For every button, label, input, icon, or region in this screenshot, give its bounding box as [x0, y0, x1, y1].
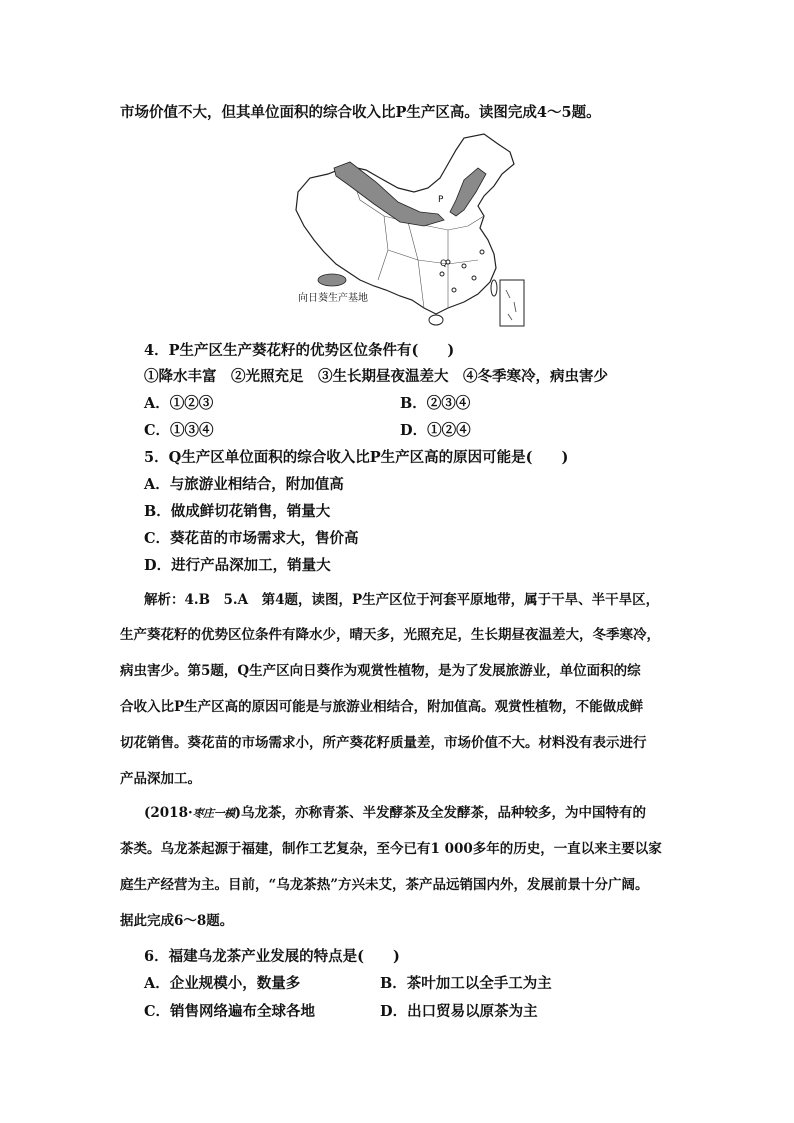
map-label-p: P — [438, 195, 444, 205]
q6-option-d[interactable]: D．出口贸易以原茶为主 — [380, 1003, 538, 1020]
china-outline — [296, 134, 514, 314]
south-sea-inset — [500, 280, 524, 326]
passage-line-1 — [144, 801, 646, 821]
passage-source: 枣庄一模 — [192, 807, 235, 820]
q6-stem: 6．福建乌龙茶产业发展的特点是( ) — [144, 948, 400, 965]
china-sunflower-map — [288, 130, 528, 330]
q5-stem: 5．Q生产区单位面积的综合收入比P生产区高的原因可能是( ) — [144, 449, 569, 466]
taiwan-island — [491, 280, 497, 296]
q5-option-d[interactable]: D．进行产品深加工，销量大 — [144, 557, 331, 574]
q6-option-c[interactable]: C．销售网络遍布全球各地 — [144, 1003, 316, 1020]
q4-option-d[interactable]: D．①②④ — [400, 422, 471, 439]
q5-option-c[interactable]: C．葵花苗的市场需求大，售价高 — [144, 530, 359, 547]
analysis-line-2: 生产葵花籽的优势区位条件有降水少，晴天多，光照充足，生长期昼夜温差大，冬季寒冷， — [120, 627, 660, 643]
analysis-line-6: 产品深加工。 — [120, 771, 201, 787]
passage-line-3: 庭生产经营为主。目前，“乌龙茶热”方兴未艾，茶产品远销国内外，发展前景十分广阔。 — [120, 877, 649, 893]
q5-option-b[interactable]: B．做成鲜切花销售，销量大 — [144, 503, 331, 520]
q6-option-a[interactable]: A．企业规模小，数量多 — [144, 975, 301, 992]
q4-option-a[interactable]: A．①②③ — [144, 395, 214, 412]
passage-line-4: 据此完成6～8题。 — [120, 913, 234, 929]
analysis-line-5: 切花销售。葵花苗的市场需求小，所产葵花籽质量差，市场价值不大。材料没有表示进行 — [120, 735, 647, 751]
q4-option-b[interactable]: B．②③④ — [400, 395, 471, 412]
passage-line-1-text: )乌龙茶，亦称青茶、半发酵茶及全发酵茶，品种较多，为中国特有的 — [234, 805, 647, 821]
passage-year: (2018· — [144, 805, 193, 821]
q4-option-c[interactable]: C．①③④ — [144, 422, 214, 439]
q4-conditions: ①降水丰富 ②光照充足 ③生长期昼夜温差大 ④冬季寒冷，病虫害少 — [144, 368, 608, 385]
hainan-island — [429, 315, 443, 325]
map-label-q: Q — [440, 259, 448, 269]
map-legend-label: 向日葵生产基地 — [298, 293, 368, 304]
intro-text: 市场价值不大，但其单位面积的综合收入比P生产区高。读图完成4～5题。 — [120, 104, 601, 121]
legend-swatch — [318, 274, 346, 286]
passage-line-2: 茶类。乌龙茶起源于福建，制作工艺复杂，至今已有1 000多年的历史，一直以来主要以家 — [120, 841, 662, 857]
analysis-line-1: 解析：4.B 5.A 第4题，读图，P生产区位于河套平原地带，属于干旱、半干旱区， — [144, 592, 660, 608]
analysis-line-3: 病虫害少。第5题，Q生产区向日葵作为观赏性植物，是为了发展旅游业，单位面积的综 — [120, 663, 641, 679]
q6-option-b[interactable]: B．茶叶加工以全手工为主 — [380, 975, 552, 992]
q4-stem: 4．P生产区生产葵花籽的优势区位条件有( ) — [144, 342, 455, 359]
analysis-line-4: 合收入比P生产区高的原因可能是与旅游业相结合，附加值高。观赏性植物，不能做成鲜 — [120, 699, 644, 715]
q5-option-a[interactable]: A．与旅游业相结合，附加值高 — [144, 476, 344, 493]
